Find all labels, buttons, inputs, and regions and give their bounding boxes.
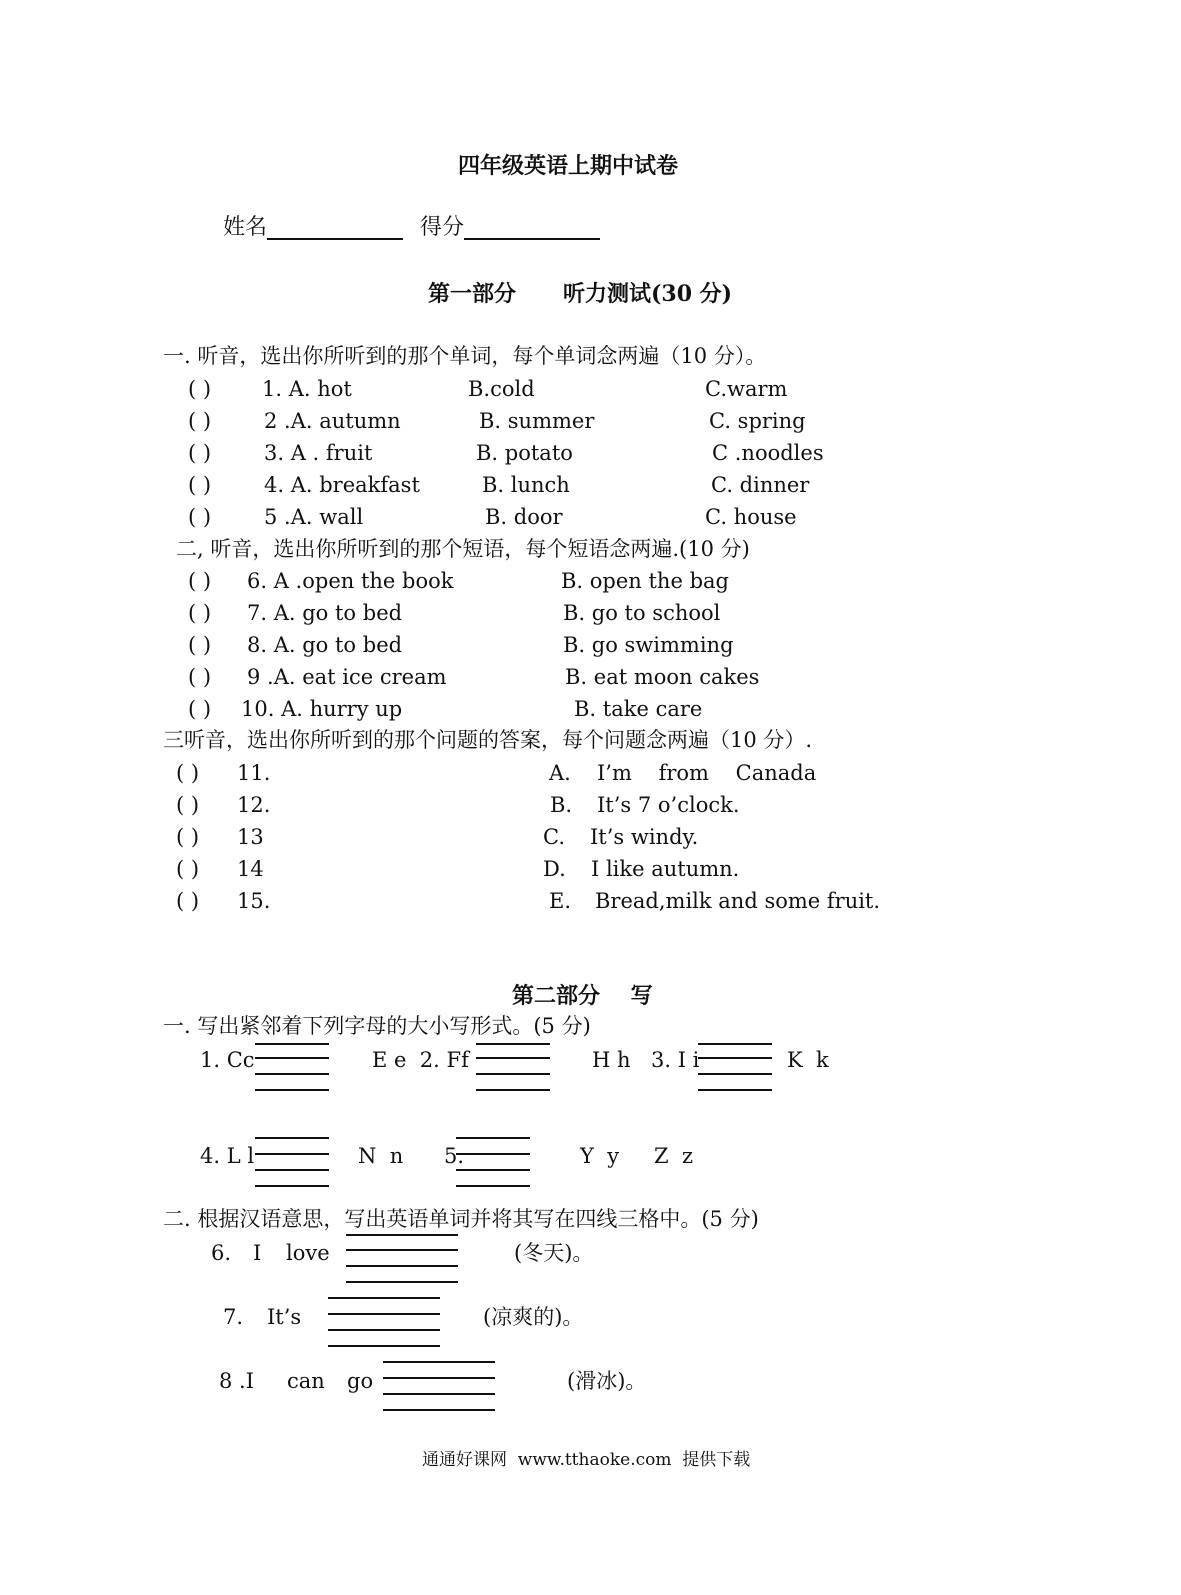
letter-item: 1. Cc xyxy=(200,1048,255,1072)
answer-letter: C. xyxy=(543,825,565,849)
question-number: 13 xyxy=(237,825,264,849)
option-b: B. go to school xyxy=(563,601,721,625)
four-line-grid-line xyxy=(476,1089,550,1091)
answer-text: It’s windy. xyxy=(590,825,699,849)
option-c: C .noodles xyxy=(712,441,824,465)
letter-item: H h xyxy=(592,1048,631,1072)
four-line-grid-line xyxy=(456,1137,530,1139)
writing-sec1-instruction: 一. 写出紧邻着下列字母的大小写形式。(5 分) xyxy=(163,1014,591,1038)
option-a: 4. A. breakfast xyxy=(264,473,420,497)
name-label: 姓名 xyxy=(223,215,268,240)
letter-item: 3. I i xyxy=(651,1048,700,1072)
listening-sec3-instruction: 三听音，选出你所听到的那个问题的答案，每个问题念两遍（10 分）. xyxy=(163,728,813,752)
listening-sec2-instruction: 二, 听音，选出你所听到的那个短语，每个短语念两遍.(10 分) xyxy=(176,537,750,561)
part1-heading-sub: 听力测试(30 分) xyxy=(563,281,733,307)
answer-paren[interactable]: ( ) xyxy=(176,857,200,881)
answer-text: I like autumn. xyxy=(591,857,740,881)
option-b: B. eat moon cakes xyxy=(565,665,760,689)
chinese-hint: (冬天)。 xyxy=(514,1241,594,1265)
page-title: 四年级英语上期中试卷 xyxy=(458,153,679,179)
name-blank[interactable] xyxy=(267,216,403,240)
answer-letter: B. xyxy=(550,793,573,817)
four-line-grid-line xyxy=(255,1137,329,1139)
part1-heading: 第一部分 xyxy=(428,281,517,307)
question-number: 12. xyxy=(237,793,271,817)
option-a: 1. A. hot xyxy=(262,377,352,401)
question-number: 6. xyxy=(211,1241,232,1265)
option-c: C. spring xyxy=(709,409,806,433)
four-line-grid-line xyxy=(383,1361,495,1363)
question-number: 8 .I xyxy=(219,1369,255,1393)
option-b: B. potato xyxy=(476,441,573,465)
four-line-grid-line xyxy=(456,1185,530,1187)
answer-letter: D. xyxy=(543,857,566,881)
answer-paren[interactable]: ( ) xyxy=(188,473,212,497)
four-line-grid-line xyxy=(255,1073,329,1075)
question-number: 14 xyxy=(237,857,264,881)
four-line-grid-line xyxy=(476,1057,550,1059)
four-line-grid-line xyxy=(255,1057,329,1059)
four-line-grid-line xyxy=(346,1249,458,1251)
four-line-grid-line xyxy=(328,1313,440,1315)
answer-paren[interactable]: ( ) xyxy=(176,761,200,785)
four-line-grid-line xyxy=(328,1329,440,1331)
four-line-grid-line xyxy=(698,1089,772,1091)
answer-paren[interactable]: ( ) xyxy=(188,409,212,433)
answer-paren[interactable]: ( ) xyxy=(188,505,212,529)
option-b: B. lunch xyxy=(482,473,570,497)
option-b: B. door xyxy=(485,505,563,529)
writing-sec2-instruction: 二. 根据汉语意思，写出英语单词并将其写在四线三格中。(5 分) xyxy=(163,1207,759,1231)
letter-item: Z z xyxy=(654,1144,694,1168)
option-a: 6. A .open the book xyxy=(247,569,454,593)
answer-paren[interactable]: ( ) xyxy=(188,601,212,625)
question-number: 11. xyxy=(237,761,271,785)
four-line-grid-line xyxy=(698,1057,772,1059)
option-b: B.cold xyxy=(468,377,535,401)
four-line-grid-line xyxy=(698,1043,772,1045)
word: I xyxy=(253,1241,262,1265)
score-label: 得分 xyxy=(420,215,465,240)
option-c: C.warm xyxy=(705,377,788,401)
four-line-grid-line xyxy=(383,1377,495,1379)
answer-paren[interactable]: ( ) xyxy=(188,633,212,657)
answer-paren[interactable]: ( ) xyxy=(176,793,200,817)
answer-paren[interactable]: ( ) xyxy=(176,889,200,913)
answer-text: Bread,milk and some fruit. xyxy=(595,889,881,913)
answer-letter: E. xyxy=(549,889,572,913)
answer-paren[interactable]: ( ) xyxy=(176,825,200,849)
name-score-line xyxy=(223,216,600,240)
letter-item: 5. xyxy=(444,1144,465,1168)
four-line-grid-line xyxy=(255,1089,329,1091)
option-b: B. summer xyxy=(479,409,595,433)
four-line-grid-line xyxy=(255,1043,329,1045)
option-a: 7. A. go to bed xyxy=(247,601,403,625)
four-line-grid-line xyxy=(346,1234,458,1236)
four-line-grid-line xyxy=(346,1265,458,1267)
option-a: 3. A . fruit xyxy=(264,441,373,465)
part2-heading: 第二部分 写 xyxy=(512,983,653,1009)
answer-letter: A. xyxy=(549,761,571,785)
answer-paren[interactable]: ( ) xyxy=(188,665,212,689)
answer-paren[interactable]: ( ) xyxy=(188,569,212,593)
option-a: 8. A. go to bed xyxy=(247,633,403,657)
four-line-grid-line xyxy=(698,1073,772,1075)
word: go xyxy=(347,1369,374,1393)
letter-item: K k xyxy=(787,1048,829,1072)
question-number: 15. xyxy=(237,889,271,913)
four-line-grid-line xyxy=(476,1043,550,1045)
option-b: B. open the bag xyxy=(561,569,729,593)
four-line-grid-line xyxy=(456,1169,530,1171)
option-c: C. house xyxy=(705,505,797,529)
option-a: 2 .A. autumn xyxy=(264,409,401,433)
answer-text: I’m from Canada xyxy=(597,761,817,785)
option-b: B. go swimming xyxy=(563,633,734,657)
option-a: 9 .A. eat ice cream xyxy=(247,665,447,689)
word: can xyxy=(287,1369,325,1393)
four-line-grid-line xyxy=(255,1153,329,1155)
option-c: C. dinner xyxy=(711,473,810,497)
four-line-grid-line xyxy=(476,1073,550,1075)
four-line-grid-line xyxy=(328,1297,440,1299)
option-b: B. take care xyxy=(574,697,703,721)
four-line-grid-line xyxy=(456,1153,530,1155)
letter-item: Y y xyxy=(580,1144,620,1168)
answer-paren[interactable]: ( ) xyxy=(188,377,212,401)
four-line-grid-line xyxy=(328,1345,440,1347)
four-line-grid-line xyxy=(255,1169,329,1171)
option-a: 10. A. hurry up xyxy=(241,697,403,721)
question-number: 7. xyxy=(223,1305,244,1329)
answer-paren[interactable]: ( ) xyxy=(188,697,212,721)
answer-paren[interactable]: ( ) xyxy=(188,441,212,465)
option-a: 5 .A. wall xyxy=(264,505,364,529)
four-line-grid-line xyxy=(383,1409,495,1411)
answer-text: It’s 7 o’clock. xyxy=(597,793,740,817)
letter-item: E e 2. Ff xyxy=(372,1048,469,1072)
four-line-grid-line xyxy=(255,1185,329,1187)
footer-credit: 通通好课网 www.tthaoke.com 提供下载 xyxy=(422,1450,751,1470)
four-line-grid-line xyxy=(383,1393,495,1395)
letter-item: N n xyxy=(358,1144,404,1168)
listening-sec1-instruction: 一. 听音，选出你所听到的那个单词，每个单词念两遍（10 分）。 xyxy=(163,344,767,368)
chinese-hint: (滑冰)。 xyxy=(567,1369,647,1393)
four-line-grid-line xyxy=(346,1281,458,1283)
score-blank[interactable] xyxy=(464,216,600,240)
word: It’s xyxy=(267,1305,302,1329)
word: love xyxy=(286,1241,330,1265)
chinese-hint: (凉爽的)。 xyxy=(483,1305,584,1329)
letter-item: 4. L l xyxy=(200,1144,255,1168)
